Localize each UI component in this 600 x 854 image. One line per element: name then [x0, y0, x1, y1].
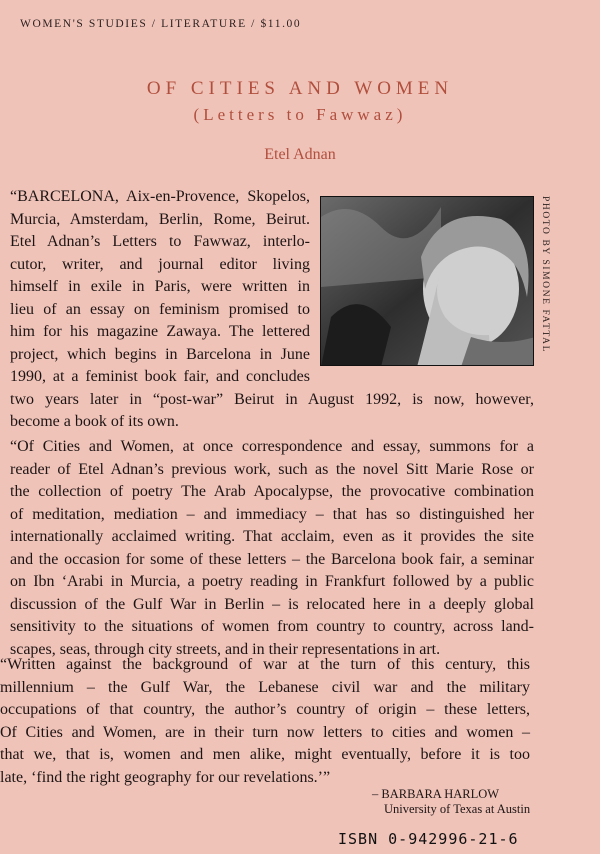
p1-line: cutor, writer, and journal editor living — [10, 255, 310, 273]
p1-line: two years later in “post-war” Beirut in August 1992, is now, however, — [10, 390, 534, 408]
p1-line: lieu of an essay on feminism promised to — [10, 300, 310, 318]
paragraph-3 — [0, 654, 530, 789]
p2-line: of meditation, mediation – and immediacy – that has so distinguished her — [10, 505, 534, 523]
p1-line: “BARCELONA, Aix-en-Provence, Skopelos, — [10, 188, 310, 205]
p3-line: Of Cities and Women, are in their turn now letters to cities and women – — [0, 723, 530, 741]
paragraph-2 — [10, 436, 534, 661]
p1-line: himself in exile in Paris, were written in — [10, 278, 310, 295]
p2-line: scapes, seas, through city streets, and in their representations in art. — [10, 640, 441, 658]
category-price-line: WOMEN'S STUDIES / LITERATURE / $11.00 — [20, 18, 302, 30]
p2-line: “Of Cities and Women, at once correspondence and essay, summons for a — [10, 438, 534, 455]
author-photo — [320, 196, 534, 366]
book-title: OF CITIES AND WOMEN — [146, 78, 454, 99]
p2-line: sensitivity to the situations of women from country to country, across land- — [10, 618, 534, 635]
p1-line: Etel Adnan’s Letters to Fawwaz, interlo- — [10, 233, 310, 250]
p1-line: become a book of its own. — [10, 413, 179, 430]
p3-line: millennium – the Gulf War, the Lebanese civil war and the military — [0, 678, 530, 696]
p2-line: the collection of poetry The Arab Apocalypse, the provocative combination — [10, 483, 534, 500]
p1-line: project, which begins in Barcelona in June — [10, 345, 310, 363]
isbn-number: ISBN 0-942996-21-6 — [338, 830, 519, 848]
p2-line: on Ibn ‘Arabi in Murcia, a poetry reading in Frankfurt followed by a public — [10, 573, 534, 590]
p2-line: internationally acclaimed writing. That acclaim, even as it provides the site — [10, 528, 534, 545]
p3-line: occupations of that country, the author’s country of origin – these letters, — [0, 701, 530, 718]
p3-line: late, ‘find the right geography for our revelations.’” — [0, 768, 331, 786]
author-portrait-image — [321, 197, 534, 366]
p1-line: 1990, at a feminist book fair, and concludes — [10, 368, 310, 385]
p2-line: discussion of the Gulf War in Berlin – is relocated here in a deeply global — [10, 595, 534, 613]
p3-line: that we, that is, women and men alike, might eventually, before it is too — [0, 746, 530, 763]
attribution-affiliation: University of Texas at Austin — [384, 802, 531, 816]
quote-attribution — [372, 787, 530, 817]
author-name: Etel Adnan — [264, 146, 336, 163]
p1-line: Murcia, Amsterdam, Berlin, Rome, Beirut. — [10, 210, 310, 228]
paragraph-1 — [10, 186, 310, 389]
attribution-name: – BARBARA HARLOW — [372, 787, 500, 801]
book-subtitle: (Letters to Fawwaz) — [193, 105, 407, 124]
p2-line: and the occasion for some of these letters – the Barcelona book fair, a seminar — [10, 550, 534, 568]
paragraph-1-continued — [10, 389, 534, 434]
p2-line: reader of Etel Adnan’s previous work, such as the novel Sitt Marie Rose or — [10, 460, 534, 478]
p3-line: “Written against the background of war at the turn of this century, this — [0, 656, 530, 673]
photo-credit: PHOTO BY SIMONE FATTAL — [540, 196, 550, 353]
p1-line: him for his magazine Zawaya. The lettered — [10, 323, 310, 340]
